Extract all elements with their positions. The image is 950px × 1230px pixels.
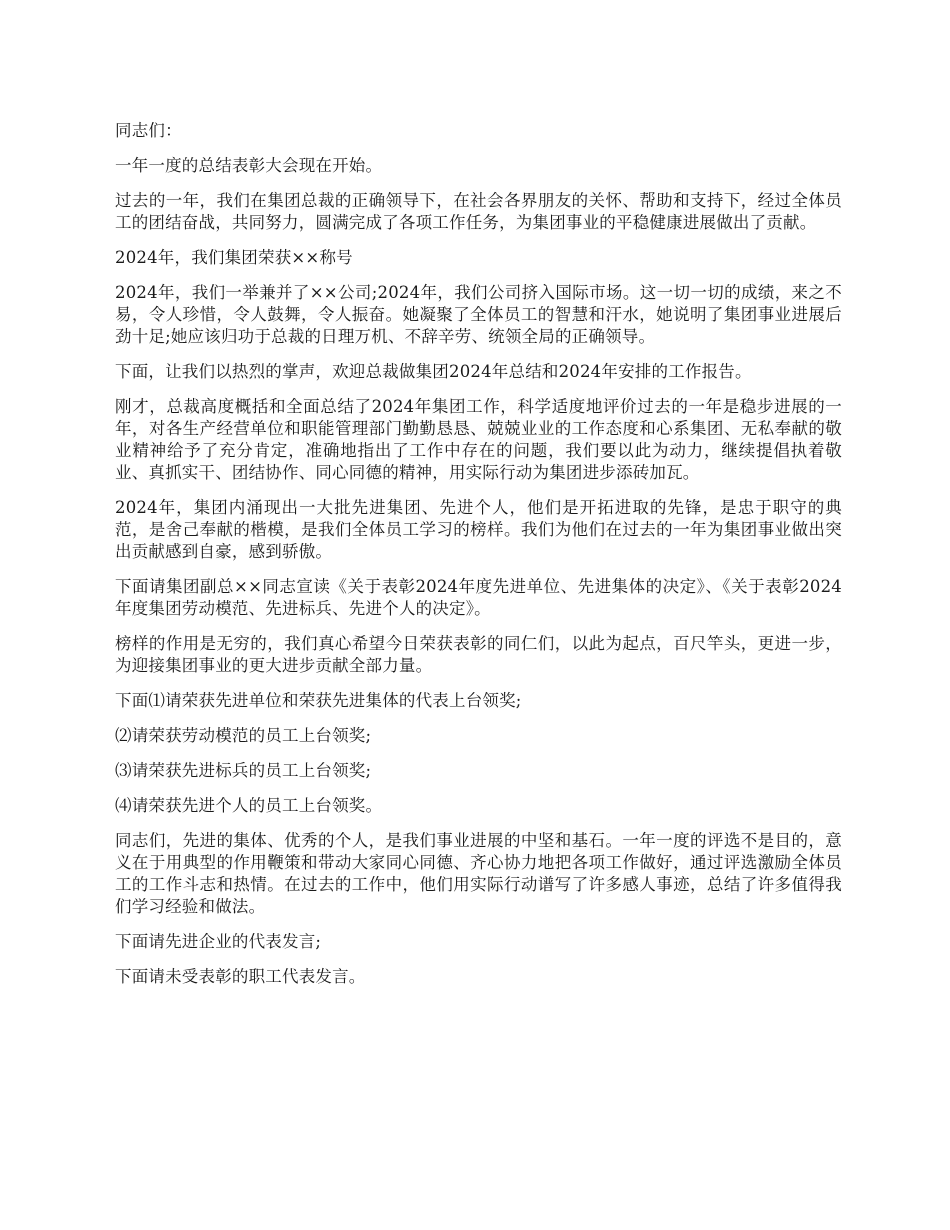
paragraph-significance: 同志们，先进的集体、优秀的个人，是我们事业进展的中坚和基石。一年一度的评选不是目的，意义在于用典型的作用鞭策和带动大家同心同德、齐心协力地把各项工作做好，通过评选激励全体员工的工作斗志和热情。在过去的工作中，他们用实际行动谱写了许多感人事迹，总结了许多值得我们学习经验和做法。 bbox=[115, 831, 842, 916]
paragraph-award-4: ⑷请荣获先进个人的员工上台领奖。 bbox=[115, 796, 383, 815]
paragraph-award-3: ⑶请荣获先进标兵的员工上台领奖; bbox=[115, 761, 372, 780]
paragraph-staff-speech: 下面请未受表彰的职工代表发言。 bbox=[115, 967, 366, 986]
paragraph-achievements: 2024年，我们一举兼并了××公司;2024年，我们公司挤入国际市场。这一切一切的成绩，来之不易，令人珍惜，令人鼓舞，令人振奋。她凝聚了全体员工的智慧和汗水，她说明了集团事业进展后劲十足;她应该归功于总裁的日理万机、不辞辛劳、统领全局的正确领导。 bbox=[115, 283, 842, 346]
paragraph-advanced-groups: 2024年，集团内涌现出一大批先进集团、先进个人，他们是开拓进取的先锋，是忠于职守的典范，是舍己奉献的楷模，是我们全体员工学习的榜样。我们为他们在过去的一年为集团事业做出突出贡献感到自豪，感到骄傲。 bbox=[115, 498, 842, 561]
paragraph-opening: 一年一度的总结表彰大会现在开始。 bbox=[115, 156, 383, 175]
paragraph-award-2: ⑵请荣获劳动模范的员工上台领奖; bbox=[115, 726, 372, 745]
paragraph-enterprise-speech: 下面请先进企业的代表发言; bbox=[115, 932, 322, 951]
paragraph-award-1: 下面⑴请荣获先进单位和荣获先进集体的代表上台领奖; bbox=[115, 691, 522, 710]
document-body bbox=[115, 120, 842, 988]
paragraph-welcome-report: 下面，让我们以热烈的掌声，欢迎总裁做集团2024年总结和2024年安排的工作报告。 bbox=[115, 362, 752, 381]
paragraph-role-models: 榜样的作用是无穷的，我们真心希望今日荣获表彰的同仁们，以此为起点，百尺竿头，更进一步，为迎接集团事业的更大进步贡献全部力量。 bbox=[115, 634, 842, 675]
paragraph-honor-title: 2024年，我们集团荣获××称号 bbox=[115, 248, 353, 267]
paragraph-greeting: 同志们： bbox=[115, 121, 182, 140]
paragraph-announcement: 下面请集团副总××同志宣读《关于表彰2024年度先进单位、先进集体的决定》、《关于表彰2024年度集团劳动模范、先进标兵、先进个人的决定》。 bbox=[115, 577, 842, 618]
paragraph-past-year: 过去的一年，我们在集团总裁的正确领导下，在社会各界朋友的关怀、帮助和支持下，经过全体员工的团结奋战，共同努力，圆满完成了各项工作任务，为集团事业的平稳健康进展做出了贡献。 bbox=[115, 191, 842, 232]
paragraph-report-summary: 刚才，总裁高度概括和全面总结了2024年集团工作，科学适度地评价过去的一年是稳步进展的一年，对各生产经营单位和职能管理部门勤勤恳恳、兢兢业业的工作态度和心系集团、无私奉献的敬业精神给予了充分肯定，准确地指出了工作中存在的问题，我们要以此为动力，继续提倡执着敬业、真抓实干、团结协作、同心同德的精神，用实际行动为集团进步添砖加瓦。 bbox=[115, 397, 842, 482]
